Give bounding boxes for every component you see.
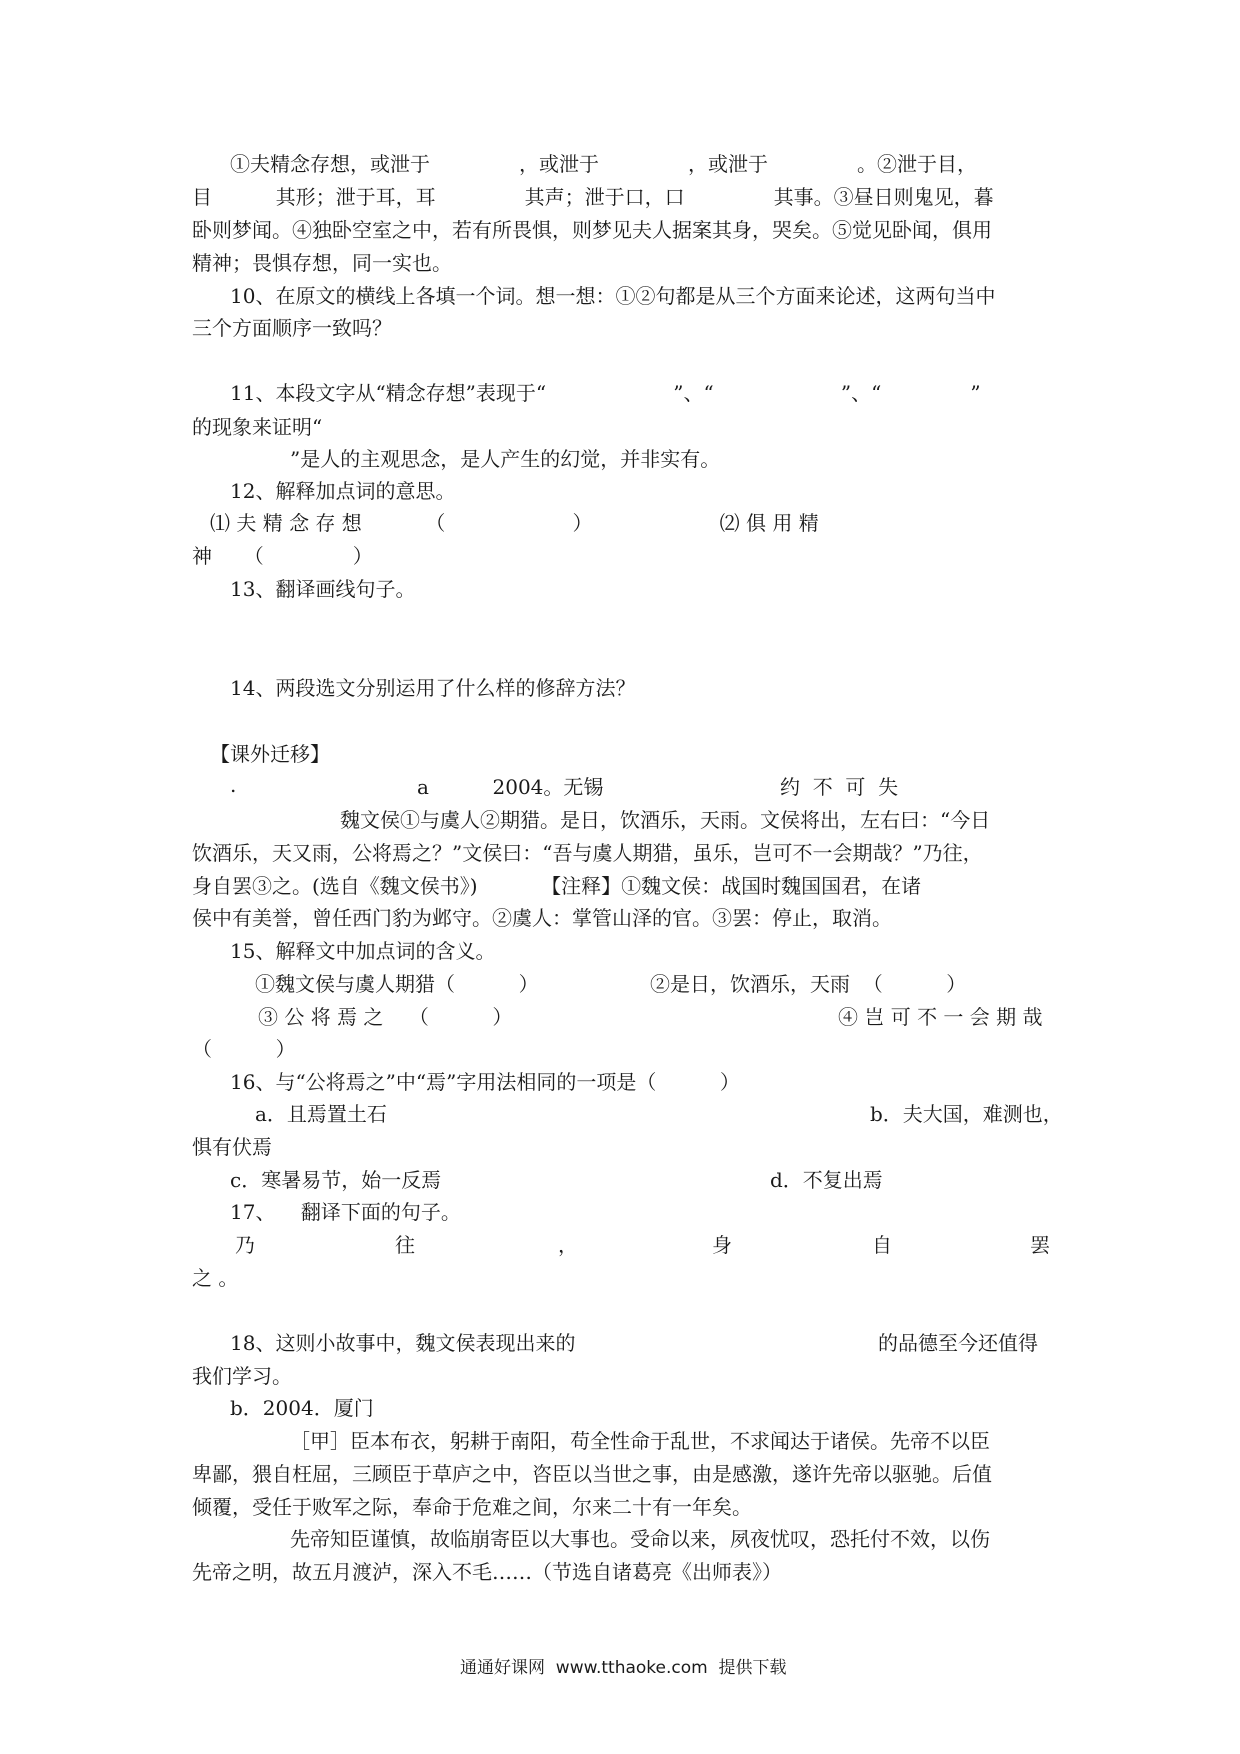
- text-line: 先帝知臣谨慎，故临崩寄臣以大事也。受命以来，夙夜忧叹，恐托付不效，以伤: [290, 1527, 990, 1551]
- text-line: 先帝之明，故五月渡泸，深入不毛……（节选自诸葛亮《出师表》）: [192, 1560, 782, 1584]
- text-line: 罢: [1030, 1233, 1050, 1257]
- text-line: b．夫大国，难测也，: [870, 1102, 1063, 1126]
- text-line: 10、在原文的横线上各填一个词。想一想：①②句都是从三个方面来论述，这两句当中: [230, 284, 996, 308]
- text-line: 身: [712, 1233, 732, 1257]
- text-line: 【课外迁移】: [210, 742, 330, 766]
- text-line: a．且焉置土石: [255, 1102, 387, 1126]
- text-line: 约 不 可 失: [780, 775, 899, 799]
- text-line: 饮酒乐，天又雨，公将焉之？”文侯曰：“吾与虞人期猎，虽乐，岂可不一会期哉？”乃往，: [192, 841, 983, 865]
- text-line: b．2004．厦门: [230, 1396, 374, 1420]
- text-line: 16、与“公将焉之”中“焉”字用法相同的一项是（ ）: [230, 1070, 740, 1094]
- text-line: （ ）: [192, 1037, 296, 1061]
- text-line: c．寒暑易节，始一反焉: [230, 1168, 442, 1192]
- text-line: 11、本段文字从“精念存想”表现于“ ”、“ ”、“ ”: [230, 381, 981, 405]
- text-line: ①夫精念存想，或泄于 ，或泄于 ，或泄于 。②泄于目，: [230, 152, 978, 176]
- text-line: ，: [558, 1233, 578, 1257]
- text-line: 17、 翻译下面的句子。: [230, 1200, 461, 1224]
- text-line: 倾覆，受任于败军之际，奉命于危难之间，尔来二十有一年矣。: [192, 1495, 752, 1519]
- text-line: 18、这则小故事中，魏文侯表现出来的: [230, 1331, 576, 1355]
- text-line: 我们学习。: [192, 1364, 292, 1388]
- text-line: 神 （ ）: [192, 544, 373, 568]
- text-line: 三个方面顺序一致吗？: [192, 316, 392, 340]
- text-line: ①魏文侯与虞人期猎（ ）: [255, 972, 539, 996]
- text-line: 14、两段选文分别运用了什么样的修辞方法？: [230, 676, 636, 700]
- text-line: 往: [395, 1233, 415, 1257]
- text-line: ［甲］臣本布衣，躬耕于南阳，苟全性命于乱世，不求闻达于诸侯。先帝不以臣: [290, 1429, 990, 1453]
- text-line: 精神；畏惧存想，同一实也。: [192, 251, 452, 275]
- text-line: 自: [872, 1233, 892, 1257]
- text-line: 的现象来证明“: [192, 415, 323, 439]
- footer-text: 通通好课网 www.tthaoke.com 提供下载: [460, 1658, 787, 1678]
- text-line: .: [230, 773, 237, 797]
- text-line: ⑴ 夫 精 念 存 想 （ ） ⑵ 俱 用 精: [210, 511, 819, 535]
- text-line: 卧则梦闻。④独卧空室之中，若有所畏惧，则梦见夫人据案其身，哭矣。⑤觉见卧闻，俱用: [192, 218, 992, 242]
- text-line: ④ 岂 可 不 一 会 期 哉: [838, 1005, 1043, 1029]
- text-line: a 2004。无锡: [417, 775, 604, 799]
- text-line: 的品德至今还值得: [878, 1331, 1038, 1355]
- text-line: ③ 公 将 焉 之 （ ）: [258, 1005, 513, 1029]
- text-line: 12、解释加点词的意思。: [230, 479, 456, 503]
- text-line: 之 。: [192, 1266, 239, 1290]
- text-line: 目 其形；泄于耳，耳 其声；泄于口，口 其事。③昼日则鬼见，暮: [192, 185, 994, 209]
- text-line: 15、解释文中加点词的含义。: [230, 939, 496, 963]
- text-line: ②是日，饮酒乐，天雨 （ ）: [650, 972, 967, 996]
- text-line: 13、翻译画线句子。: [230, 577, 416, 601]
- text-line: ”是人的主观思念，是人产生的幻觉，并非实有。: [290, 447, 721, 471]
- text-line: d．不复出焉: [770, 1168, 883, 1192]
- text-line: 乃: [235, 1233, 255, 1257]
- text-line: 卑鄙，猥自枉屈，三顾臣于草庐之中，咨臣以当世之事，由是感激，遂许先帝以驱驰。后值: [192, 1462, 992, 1486]
- text-line: 魏文侯①与虞人②期猎。是日，饮酒乐，天雨。文侯将出，左右曰：“今日: [340, 808, 991, 832]
- text-line: 身自罢③之。(选自《魏文侯书》) 【注释】①魏文侯：战国时魏国国君，在诸: [192, 874, 922, 898]
- text-line: 惧有伏焉: [192, 1135, 272, 1159]
- text-line: 侯中有美誉，曾任西门豹为邺守。②虞人：掌管山泽的官。③罢：停止，取消。: [192, 906, 892, 930]
